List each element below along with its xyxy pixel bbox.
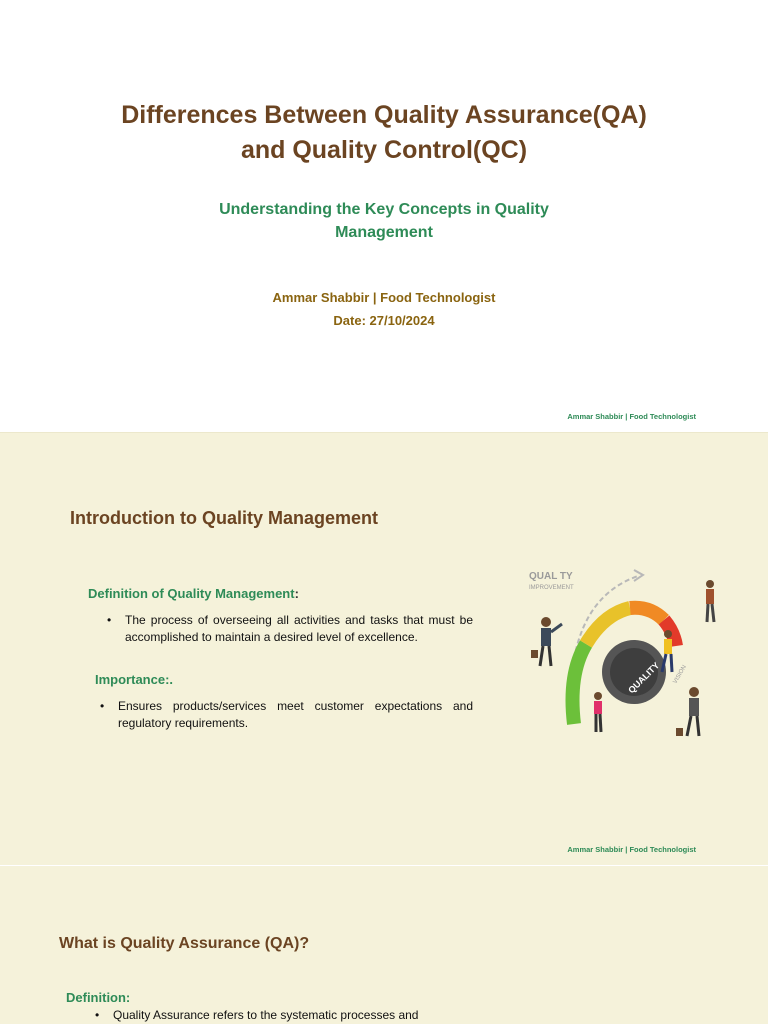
slide-footer: Ammar Shabbir | Food Technologist [567, 412, 696, 421]
person-bottom-right-icon [676, 687, 699, 736]
gauge-arc-yellow [586, 608, 630, 644]
importance-label: Importance:. [95, 672, 174, 687]
gauge-label: QUALITY [626, 660, 662, 696]
vision-text: VISION [672, 664, 688, 685]
definition-label-text: Definition of Quality Management [88, 586, 295, 601]
list-item: • Ensures products/services meet customer expectations and regulatory requirements. [100, 698, 473, 732]
definition-list [95, 1007, 469, 1024]
arrow-head-icon [634, 570, 643, 581]
person-pushing-icon [662, 630, 672, 672]
definition-label: Definition: [66, 990, 131, 1005]
title-line-1: Differences Between Quality Assurance(QA) [121, 101, 647, 129]
importance-list [100, 698, 473, 732]
slide-footer: Ammar Shabbir | Food Technologist [567, 845, 696, 854]
intro-slide [0, 432, 768, 865]
person-bottom-left-icon [594, 692, 602, 732]
qa-slide [0, 865, 768, 1024]
author-name: Ammar Shabbir | Food Technologist [272, 290, 496, 305]
slide-subtitle [184, 198, 584, 244]
definition-colon: : [294, 586, 299, 601]
subtitle-line-1: Understanding the Key Concepts in Quality [219, 201, 549, 218]
slide-heading: What is Quality Assurance (QA)? [59, 935, 310, 952]
title-slide [0, 0, 768, 432]
quality-gauge-illustration [526, 564, 726, 744]
title-line-2: and Quality Control(QC) [240, 136, 528, 164]
gauge-arc-orange [630, 608, 664, 620]
improvement-text-bottom: IMPROVEMENT [529, 585, 574, 591]
definition-label [88, 586, 299, 601]
list-item: • The process of overseeing all activities and tasks that must be accomplished to maintain a desired level of excellence. [107, 612, 473, 646]
list-item: • Quality Assurance refers to the systematic processes and [95, 1007, 469, 1024]
slide-title [84, 98, 684, 168]
author-block [184, 286, 584, 332]
gauge-arc-green [573, 644, 587, 724]
person-left-icon [531, 617, 562, 666]
person-top-right-icon [706, 580, 714, 622]
subtitle-line-2: Management [335, 224, 433, 241]
presentation-date: Date: 27/10/2024 [333, 313, 435, 328]
definition-list [107, 612, 473, 646]
improvement-text-top: QUAL TY [529, 571, 573, 582]
slide-heading: Introduction to Quality Management [70, 508, 379, 528]
